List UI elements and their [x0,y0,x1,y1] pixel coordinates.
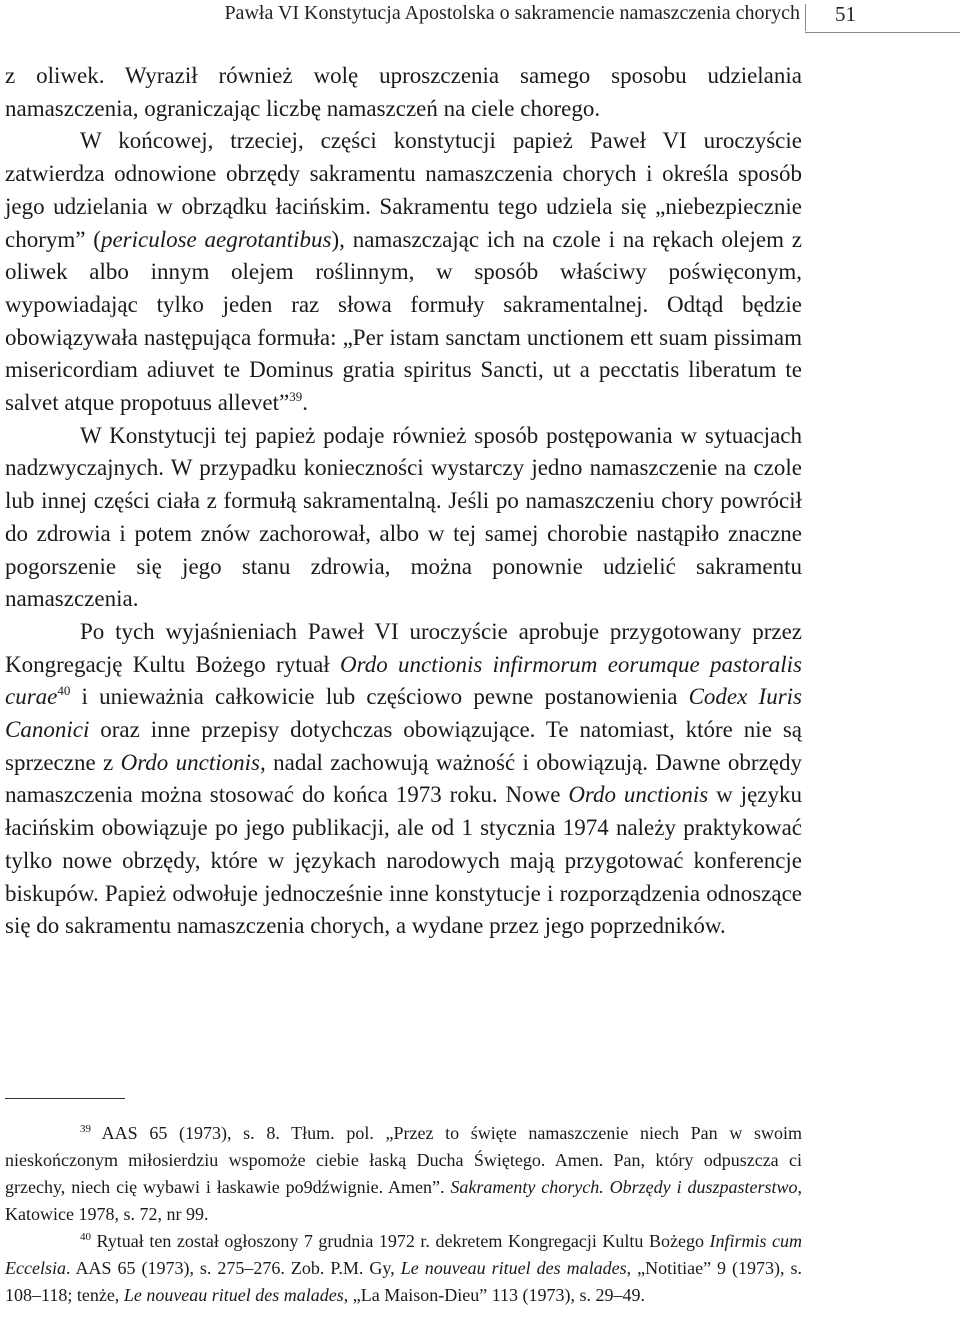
paragraph-4-text-b: i unieważnia całkowicie lub częściowo pewne postanowienia [70,684,689,710]
paragraph-4-text-c: oraz inne przepisy dotychczas obowiązujące. Te natomiast, które nie są sprzeczne z [5,717,802,775]
footnote-39-italic: Sakramenty chorych. Obrzędy i duszpasterstwo [450,1177,798,1197]
footnote-40-italic-2: Le nouveau rituel des malades [400,1258,627,1278]
footnote-39-number: 39 [80,1123,91,1135]
header-divider-vertical [805,4,806,31]
paragraph-4-italic-4: Ordo unctionis [568,782,709,808]
paragraph-3: W Konstytucji tej papież podaje również sposób postępowania w sytuacjach nadzwyczajnych. W przypadku konieczności wystarczy jedno namaszczenie na czole lub innej części ciała z formułą sakramentalną. Jeśli po namaszczeniu chory powrócił do zdrowia i potem znów zachorował, albo w tej samej chorobie nastąpiło znaczne pogorszenie się jego stanu zdrowia, można ponownie udzielić sakramentu namaszczenia. [5,422,802,612]
paragraph-4-text-d: , nadal zachowują ważność i obowiązują. Dawne obrzędy namaszczenia można stosować do końca 1973 roku. Nowe [5,749,802,808]
paragraph-4 [5,616,802,943]
paragraph-4-italic-1: Ordo unctionis infirmorum eorumque pastoralis curae [5,651,802,710]
footnote-40-italic-1: Infirmis cum Eccelsia [5,1231,802,1278]
paragraph-4-italic-3: Ordo unctionis [120,749,260,775]
footnote-ref-40: 40 [57,683,71,699]
footnote-40-text-a: Rytuał ten został ogłoszony 7 grudnia 1972 r. dekretem Kongregacji Kultu Bożego [91,1231,710,1251]
paragraph-4-italic-2: Codex Iuris Canonici [5,684,802,743]
paragraph-2-text-c: . [302,390,308,416]
footnote-40-text-b: . AAS 65 (1973), s. 275–276. Zob. P.M. Gy, [65,1258,401,1278]
footnote-40-text-d: , „La Maison-Dieu” 113 (1973), s. 29–49. [343,1285,646,1305]
footnote-40 [5,1228,802,1309]
paragraph-2-text-a: W końcowej, trzeciej, części konstytucji papież Paweł VI uroczyście zatwierdza odnowione obrzędy sakramentu namaszczenia chorych i określa sposób jego udzielania w obrządku łacińskim. Sakramentu tego udziela się „niebezpiecznie chorym” ( [5,128,802,252]
paragraph-1: z oliwek. Wyraził również wolę uproszczenia samego sposobu udzielania namaszczenia, ograniczając liczbę namaszczeń na ciele chorego. [5,63,802,121]
footnote-40-italic-3: Le nouveau rituel des malades [123,1285,344,1305]
footnote-40-number: 40 [80,1231,91,1243]
footnotes [5,1120,802,1309]
paragraph-2-italic: periculose aegrotantibus [100,226,332,252]
footnote-ref-39: 39 [289,389,303,405]
footnote-separator [5,1098,125,1099]
footnote-39-text-b: , Katowice 1978, s. 72, nr 99. [5,1177,802,1224]
paragraph-2-text-b: ), namaszczając ich na czole i na rękach olejem z oliwek albo innym olejem roślinnym, w sposób właściwy poświęconym, wypowiadając tylko jeden raz słowa formuły sakramentalnej. Odtąd będzie obowiązywała następująca formuła: „Per istam sanctam unctionem ett suam pissimam misericordiam adiuvet te Dominus gratia spiritus Sancti, ut a pecctatis liberatum te salvet atque propotuus allevet” [5,226,803,416]
main-text [5,60,802,943]
header-divider-horizontal [805,32,960,33]
paragraph-4-text-a: Po tych wyjaśnieniach Paweł VI uroczyście aprobuje przygotowany przez Kongregację Kultu Bożego rytuał [5,618,802,677]
footnote-39-text-a: AAS 65 (1973), s. 8. Tłum. pol. „Przez to święte namaszczenie niech Pan w swoim nieskończonym miłosierdziu wspomoże ciebie łaską Ducha Świętego. Amen. Pan, który odpuszcza ci grzechy, niech cię wybawi i łaskawie po9dźwignie. Amen”. [5,1123,802,1197]
paragraph-4-text-e: w języku łacińskim obowiązuje po jego publikacji, ale od 1 stycznia 1974 należy praktykować tylko nowe obrzędy, które w językach narodowych mają przygotować konferencje biskupów. Papież odwołuje jednocześnie inne konstytucje i rozporządzenia odnoszące się do sakramentu namaszczenia chorych, a wydane przez jego poprzedników. [5,782,802,939]
paragraph-2 [5,125,802,419]
footnote-40-text-c: , „Notitiae” 9 (1973), s. 108–118; tenże, [5,1258,802,1305]
page-header [0,0,960,38]
footnote-39 [5,1120,802,1228]
page-number: 51 [835,2,856,26]
running-title: Pawła VI Konstytucja Apostolska o sakramencie namaszczenia chorych [224,2,800,24]
